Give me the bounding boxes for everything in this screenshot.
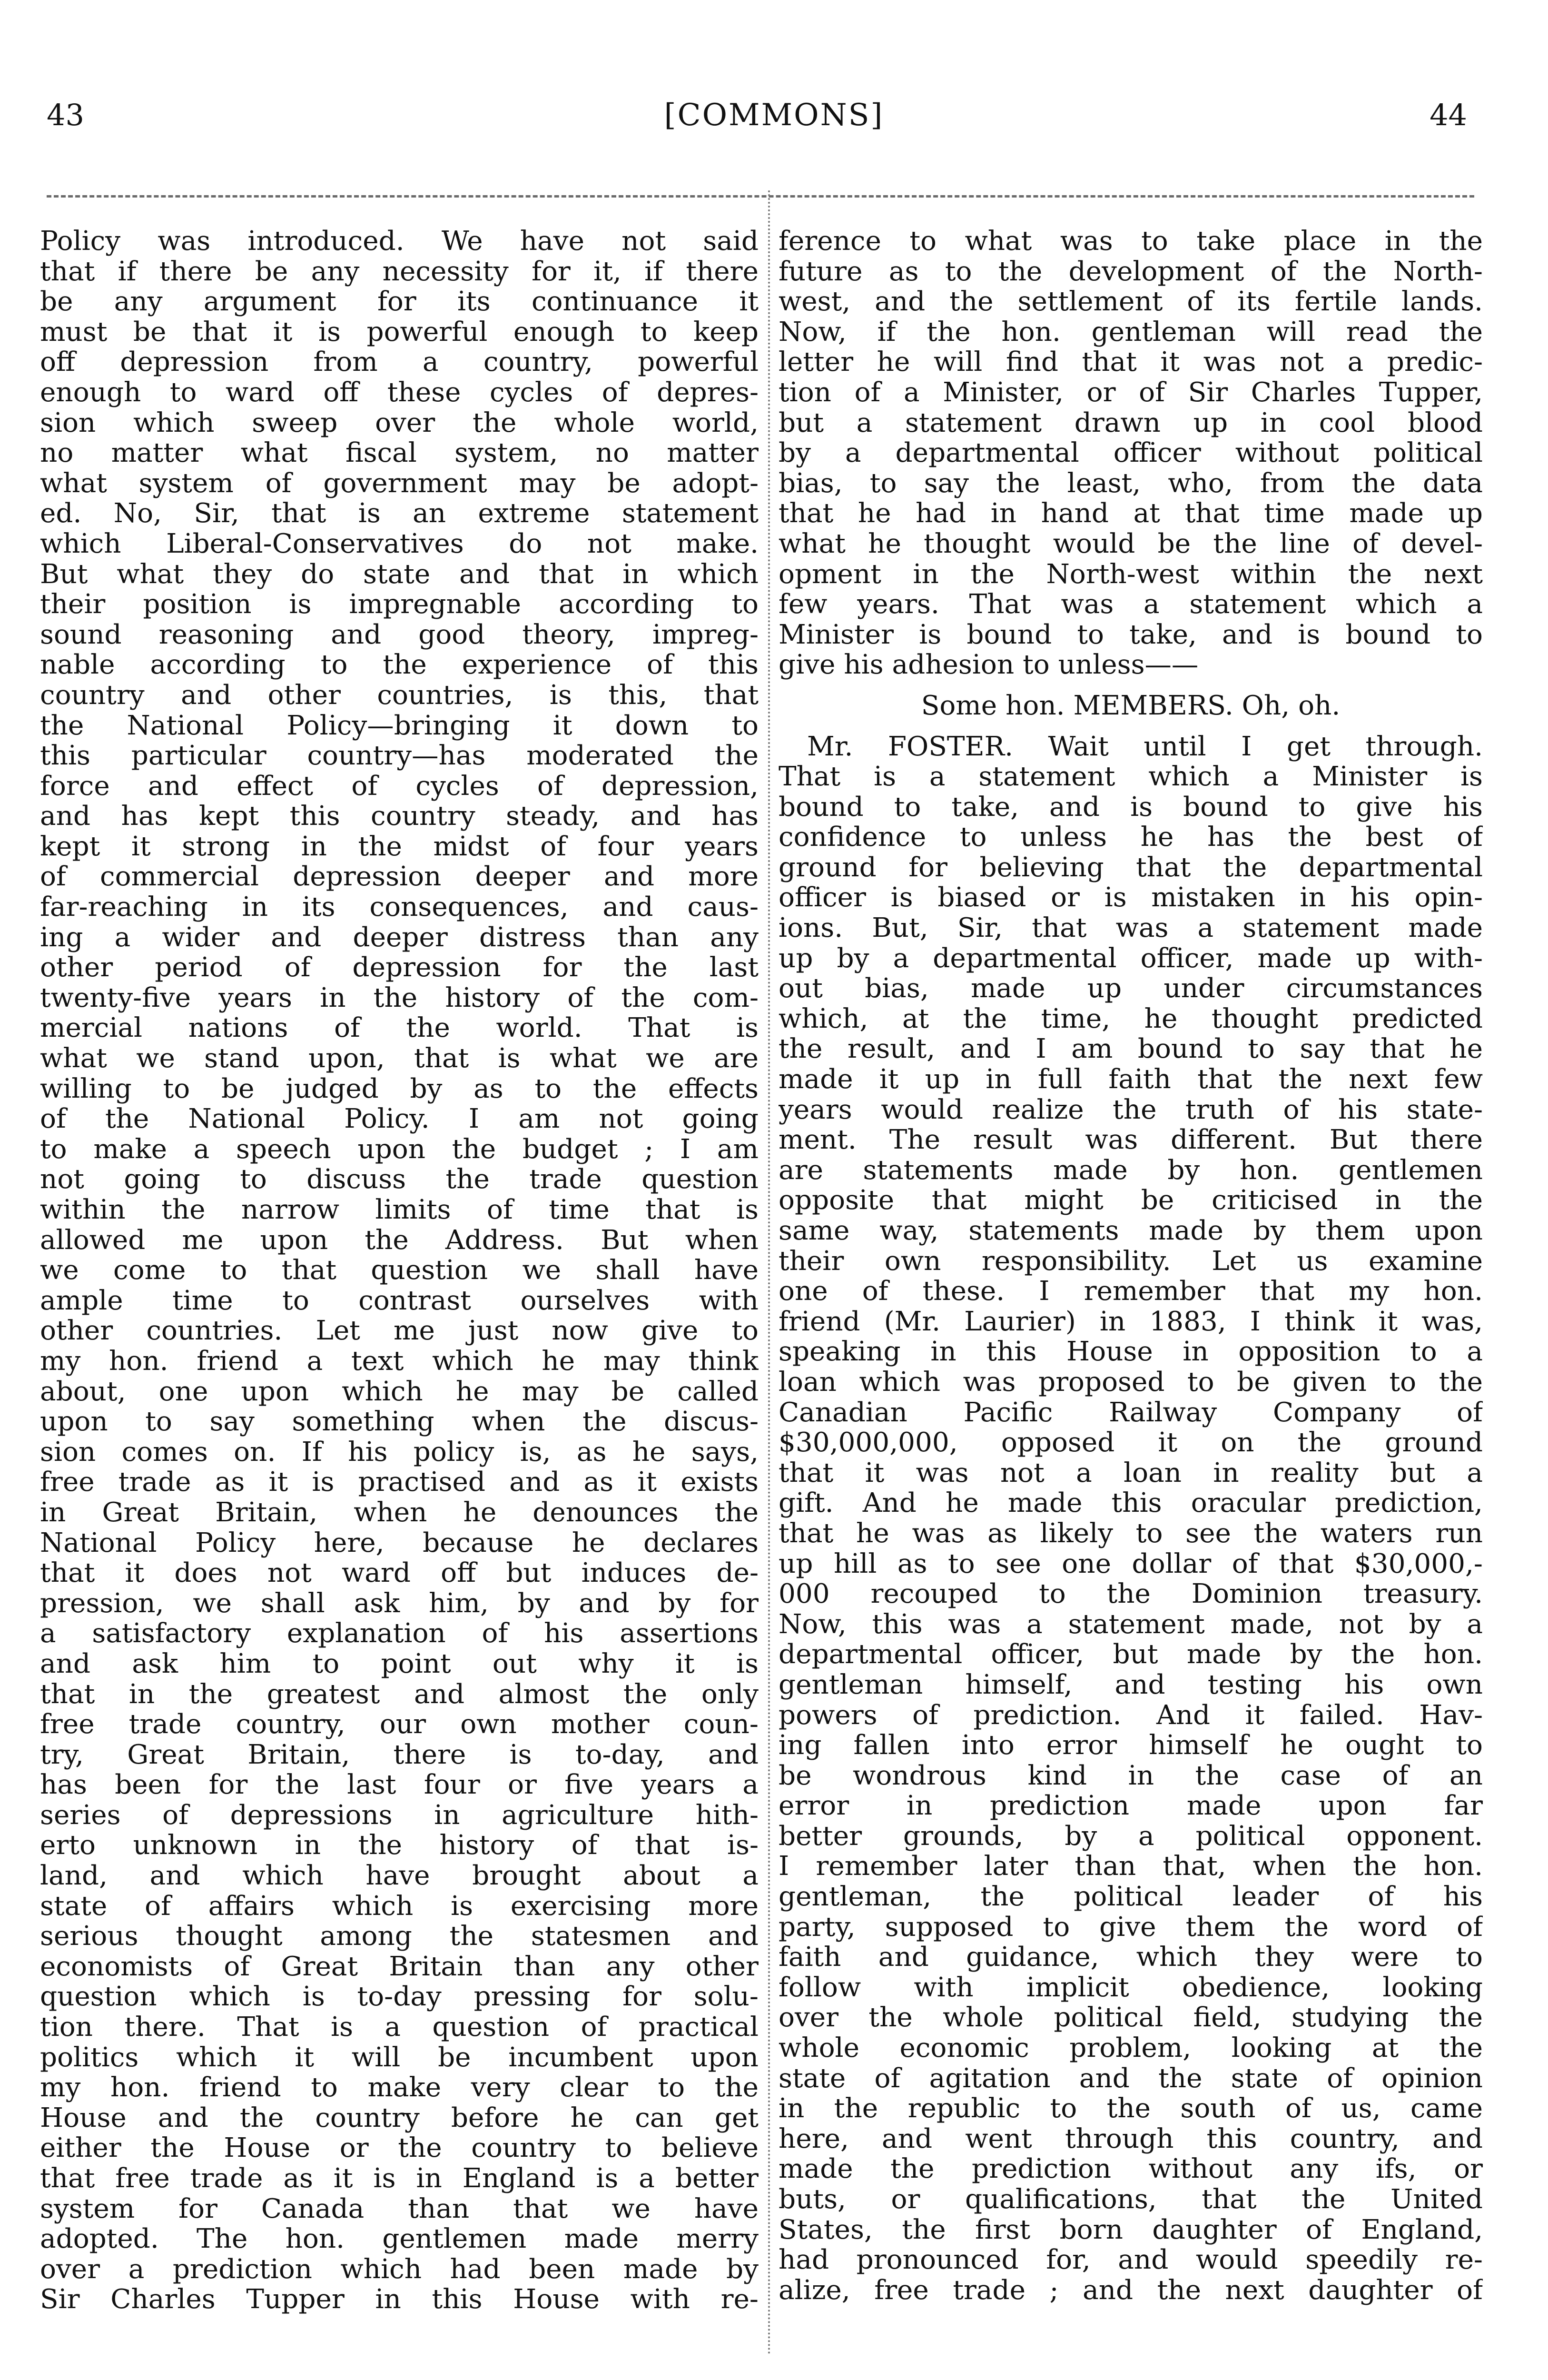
text-line: adopted. The hon. gentlemen made merry xyxy=(40,2224,759,2254)
text-line: sound reasoning and good theory, impreg- xyxy=(40,619,759,650)
text-line: I remember later than that, when the hon. xyxy=(779,1851,1483,1882)
text-line: has been for the last four or five years a xyxy=(40,1770,759,1800)
text-line: about, one upon which he may be called xyxy=(40,1376,759,1407)
text-line: that in the greatest and almost the only xyxy=(40,1679,759,1710)
text-line: loan which was proposed to be given to the xyxy=(779,1367,1483,1398)
text-line: land, and which have brought about a xyxy=(40,1861,759,1891)
text-line: erto unknown in the history of that is- xyxy=(40,1830,759,1861)
text-line: Canadian Pacific Railway Company of xyxy=(779,1397,1483,1428)
text-line: their position is impregnable according to xyxy=(40,589,759,620)
text-line: opment in the North-west within the next xyxy=(779,559,1483,590)
text-line: far-reaching in its consequences, and caus- xyxy=(40,892,759,922)
text-line: state of agitation and the state of opinion xyxy=(779,2063,1483,2094)
text-line: serious thought among the statesmen and xyxy=(40,1921,759,1952)
text-line: ample time to contrast ourselves with xyxy=(40,1285,759,1316)
text-line: must be that it is powerful enough to keep xyxy=(40,317,759,347)
text-line: same way, statements made by them upon xyxy=(779,1216,1483,1246)
text-line: ment. The result was different. But there xyxy=(779,1125,1483,1155)
text-line: bias, to say the least, who, from the data xyxy=(779,468,1483,499)
text-line: follow with implicit obedience, looking xyxy=(779,1972,1483,2003)
text-line: which Liberal-Conservatives do not make. xyxy=(40,528,759,559)
text-line: letter he will find that it was not a predic- xyxy=(779,347,1483,377)
text-line: party, supposed to give them the word of xyxy=(779,1912,1483,1943)
text-line: Now, this was a statement made, not by a xyxy=(779,1609,1483,1640)
page-number-right: 44 xyxy=(1430,98,1467,132)
text-line: gentleman, the political leader of his xyxy=(779,1882,1483,1912)
text-line: the result, and I am bound to say that he xyxy=(779,1034,1483,1065)
text-line: made it up in full faith that the next few xyxy=(779,1064,1483,1095)
text-line: economists of Great Britain than any other xyxy=(40,1951,759,1982)
text-line: other period of depression for the last xyxy=(40,952,759,983)
text-line: gift. And he made this oracular prediction, xyxy=(779,1488,1483,1518)
text-line: system for Canada than that we have xyxy=(40,2193,759,2224)
text-line: ground for believing that the departmental xyxy=(779,852,1483,883)
text-line: one of these. I remember that my hon. xyxy=(779,1276,1483,1307)
text-line: over the whole political field, studying the xyxy=(779,2003,1483,2033)
text-line: in Great Britain, when he denounces the xyxy=(40,1497,759,1528)
text-line: be any argument for its continuance it xyxy=(40,287,759,317)
text-line: my hon. friend a text which he may think xyxy=(40,1346,759,1377)
text-line: force and effect of cycles of depression, xyxy=(40,771,759,802)
text-line: ions. But, Sir, that was a statement made xyxy=(779,913,1483,943)
text-line: better grounds, by a political opponent. xyxy=(779,1821,1483,1852)
text-line: had pronounced for, and would speedily re- xyxy=(779,2245,1483,2275)
text-line: upon to say something when the discus- xyxy=(40,1407,759,1437)
text-line: Minister is bound to take, and is bound to xyxy=(779,619,1483,650)
text-line: the National Policy—bringing it down to xyxy=(40,710,759,741)
text-line: this particular country—has moderated the xyxy=(40,741,759,771)
text-line: my hon. friend to make very clear to the xyxy=(40,2073,759,2103)
text-line: ing a wider and deeper distress than any xyxy=(40,922,759,953)
text-line: that free trade as it is in England is a better xyxy=(40,2163,759,2194)
text-line: 000 recouped to the Dominion treasury. xyxy=(779,1579,1483,1609)
text-line: of the National Policy. I am not going xyxy=(40,1104,759,1134)
text-line: opposite that might be criticised in the xyxy=(779,1185,1483,1216)
text-line: free trade as it is practised and as it exists xyxy=(40,1467,759,1497)
left-column xyxy=(40,226,759,2315)
running-title: [COMMONS] xyxy=(664,98,884,133)
text-line: a satisfactory explanation of his assertions xyxy=(40,1618,759,1649)
right-column-part-a xyxy=(779,226,1483,680)
text-line: sion which sweep over the whole world, xyxy=(40,407,759,438)
text-line: whole economic problem, looking at the xyxy=(779,2033,1483,2063)
text-line: that if there be any necessity for it, if there xyxy=(40,256,759,287)
text-line: give his adhesion to unless—— xyxy=(779,650,1199,680)
column-divider xyxy=(768,190,770,2356)
text-line: what he thought would be the line of devel- xyxy=(779,528,1483,559)
text-line: tion of a Minister, or of Sir Charles Tupper, xyxy=(779,377,1483,408)
page-header xyxy=(0,98,1548,150)
text-line: of commercial depression deeper and more xyxy=(40,862,759,892)
text-line: pression, we shall ask him, by and by for xyxy=(40,1588,759,1619)
text-line: to make a speech upon the budget ; I am xyxy=(40,1134,759,1165)
text-line: National Policy here, because he declares xyxy=(40,1527,759,1558)
text-line: out bias, made up under circumstances xyxy=(779,973,1483,1004)
text-line: departmental officer, but made by the hon. xyxy=(779,1639,1483,1670)
text-line: by a departmental officer without political xyxy=(779,438,1483,468)
text-line: confidence to unless he has the best of xyxy=(779,822,1483,853)
text-line: either the House or the country to believe xyxy=(40,2133,759,2163)
right-column-part-b xyxy=(779,732,1483,2306)
text-line: series of depressions in agriculture hith- xyxy=(40,1800,759,1831)
text-line: we come to that question we shall have xyxy=(40,1255,759,1286)
text-line: up by a departmental officer, made up with- xyxy=(779,943,1483,974)
text-line: which, at the time, he thought predicted xyxy=(779,1003,1483,1034)
text-line: and has kept this country steady, and has xyxy=(40,801,759,832)
text-line: that he was as likely to see the waters run xyxy=(779,1518,1483,1549)
text-line: tion there. That is a question of practical xyxy=(40,2012,759,2043)
text-line: officer is biased or is mistaken in his opin- xyxy=(779,883,1483,913)
text-line: future as to the development of the North- xyxy=(779,256,1483,287)
text-line: allowed me upon the Address. But when xyxy=(40,1225,759,1256)
text-line: enough to ward off these cycles of depres- xyxy=(40,377,759,408)
text-line: States, the first born daughter of England, xyxy=(779,2214,1483,2245)
text-line: that he had in hand at that time made up xyxy=(779,498,1483,529)
text-line: alize, free trade ; and the next daughter of xyxy=(779,2275,1483,2306)
text-line: That is a statement which a Minister is xyxy=(779,762,1483,792)
text-line: other countries. Let me just now give to xyxy=(40,1316,759,1346)
text-line: what we stand upon, that is what we are xyxy=(40,1043,759,1074)
text-line: twenty-five years in the history of the com- xyxy=(40,982,759,1013)
text-line: try, Great Britain, there is to-day, and xyxy=(40,1739,759,1770)
text-line: Policy was introduced. We have not said xyxy=(40,226,759,257)
text-line: off depression from a country, powerful xyxy=(40,347,759,377)
text-line: buts, or qualifications, that the United xyxy=(779,2184,1483,2215)
text-line: Now, if the hon. gentleman will read the xyxy=(779,317,1483,347)
text-line: nable according to the experience of this xyxy=(40,650,759,680)
text-line: Mr. FOSTER. Wait until I get through. xyxy=(807,731,1483,762)
text-line: $30,000,000, opposed it on the ground xyxy=(779,1428,1483,1458)
text-line: error in prediction made upon far xyxy=(779,1791,1483,1821)
text-line: and ask him to point out why it is xyxy=(40,1648,759,1679)
text-line: mercial nations of the world. That is xyxy=(40,1013,759,1044)
interjection: Some hon. MEMBERS. Oh, oh. xyxy=(921,690,1341,721)
text-line: powers of prediction. And it failed. Hav- xyxy=(779,1700,1483,1731)
text-line: bound to take, and is bound to give his xyxy=(779,792,1483,823)
text-line: made the prediction without any ifs, or xyxy=(779,2154,1483,2184)
text-line: years would realize the truth of his state- xyxy=(779,1094,1483,1125)
text-line: up hill as to see one dollar of that $30,000,- xyxy=(779,1548,1483,1579)
text-line: faith and guidance, which they were to xyxy=(779,1942,1483,1973)
text-line: gentleman himself, and testing his own xyxy=(779,1669,1483,1700)
text-line: state of affairs which is exercising more xyxy=(40,1891,759,1922)
text-line: question which is to-day pressing for solu- xyxy=(40,1982,759,2013)
text-line: Sir Charles Tupper in this House with re- xyxy=(40,2284,759,2315)
text-line: friend (Mr. Laurier) in 1883, I think it was, xyxy=(779,1306,1483,1337)
text-line: speaking in this House in opposition to a xyxy=(779,1337,1483,1367)
text-line: in the republic to the south of us, came xyxy=(779,2093,1483,2124)
text-line: country and other countries, is this, that xyxy=(40,680,759,711)
text-line: no matter what fiscal system, no matter xyxy=(40,438,759,468)
text-line: west, and the settlement of its fertile lands. xyxy=(779,287,1483,317)
text-line: be wondrous kind in the case of an xyxy=(779,1760,1483,1791)
text-line: kept it strong in the midst of four years xyxy=(40,831,759,862)
text-line: free trade country, our own mother coun- xyxy=(40,1709,759,1740)
text-line: ing fallen into error himself he ought to xyxy=(779,1730,1483,1761)
text-line: sion comes on. If his policy is, as he says, xyxy=(40,1437,759,1468)
text-line: ference to what was to take place in the xyxy=(779,226,1483,257)
text-line: House and the country before he can get xyxy=(40,2102,759,2133)
text-line: their own responsibility. Let us examine xyxy=(779,1246,1483,1277)
right-column xyxy=(779,226,1483,2305)
text-line: politics which it will be incumbent upon xyxy=(40,2042,759,2073)
page-number-left: 43 xyxy=(47,98,84,132)
text-line: not going to discuss the trade question xyxy=(40,1164,759,1195)
text-line: ed. No, Sir, that is an extreme statement xyxy=(40,498,759,529)
text-line: But what they do state and that in which xyxy=(40,559,759,590)
text-line: few years. That was a statement which a xyxy=(779,589,1483,620)
text-line: over a prediction which had been made by xyxy=(40,2254,759,2285)
text-line: within the narrow limits of time that is xyxy=(40,1195,759,1225)
text-line: what system of government may be adopt- xyxy=(40,468,759,499)
text-line: that it does not ward off but induces de- xyxy=(40,1558,759,1588)
text-line: but a statement drawn up in cool blood xyxy=(779,407,1483,438)
text-line: willing to be judged by as to the effects xyxy=(40,1073,759,1104)
text-line: here, and went through this country, and xyxy=(779,2123,1483,2154)
text-line: are statements made by hon. gentlemen xyxy=(779,1155,1483,1186)
text-line: that it was not a loan in reality but a xyxy=(779,1458,1483,1488)
header-rule xyxy=(47,195,1474,198)
